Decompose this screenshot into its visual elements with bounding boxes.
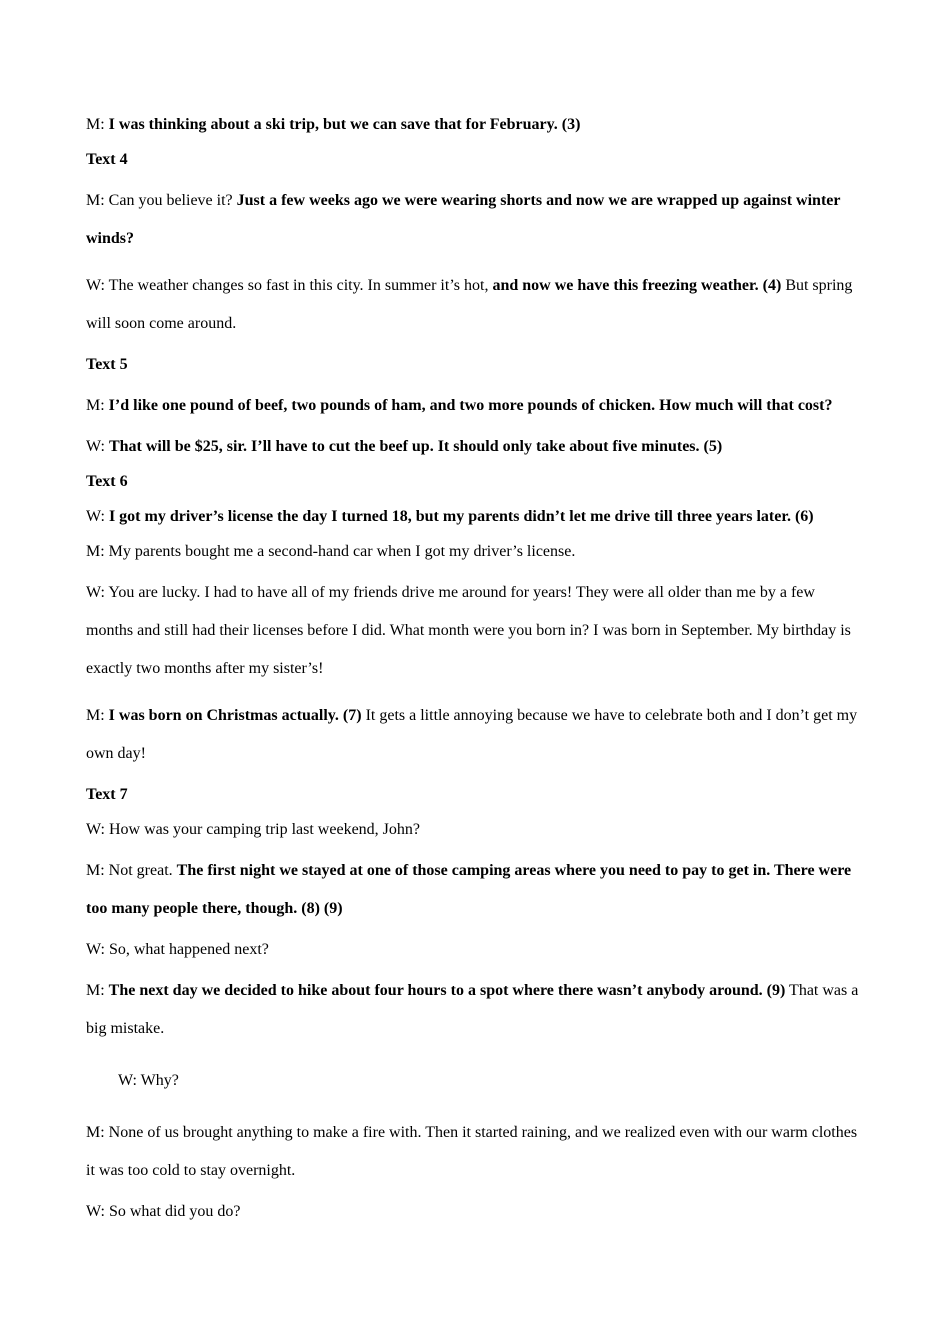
- speaker-label: W:: [86, 438, 109, 455]
- document-page: [86, 112, 862, 1234]
- paragraph-m-car: [86, 539, 862, 565]
- answer-highlight: I was born on Christmas actually. (7): [108, 707, 362, 724]
- answer-highlight: The first night we stayed at one of those camping areas where you need to pay to get in. There were too many people there, though. (8) (9): [86, 862, 852, 917]
- paragraph-m-fire: [86, 1114, 862, 1190]
- dialogue-text: None of us brought anything to make a fire with. Then it started raining, and we realized even with our warm clothes it was too cold to stay overnight.: [86, 1124, 858, 1179]
- answer-highlight: Just a few weeks ago we were wearing shorts and now we are wrapped up against winter winds?: [86, 192, 841, 247]
- speaker-label: W:: [86, 584, 109, 601]
- speaker-label: M:: [86, 707, 109, 724]
- speaker-label: W:: [86, 1203, 109, 1220]
- paragraph-w-friends: [86, 574, 862, 688]
- section-heading-text-6: Text 6: [86, 473, 128, 490]
- dialogue-text-tail: But spring will soon come around.: [86, 277, 853, 332]
- dialogue-text-tail: It gets a little annoying because we have to celebrate both and I don’t get my own day!: [86, 707, 858, 762]
- dialogue-text: My parents bought me a second-hand car when I got my driver’s license.: [108, 543, 576, 560]
- answer-highlight: I’d like one pound of beef, two pounds of ham, and two more pounds of chicken. How much will that cost?: [108, 397, 833, 414]
- speaker-label: W:: [86, 941, 109, 958]
- answer-highlight: That will be $25, sir. I’ll have to cut the beef up. It should only take about five minutes. (5): [108, 438, 723, 455]
- speaker-label: M:: [86, 543, 109, 560]
- speaker-label: W:: [118, 1072, 141, 1089]
- dialogue-text: How was your camping trip last weekend, John?: [108, 821, 420, 838]
- paragraph-w-what-next: [86, 937, 862, 963]
- answer-highlight: I was thinking about a ski trip, but we can save that for February. (3): [108, 116, 581, 133]
- paragraph-w-camping-question: [86, 817, 862, 843]
- dialogue-text: So what did you do?: [108, 1203, 241, 1220]
- section-heading-text-5: Text 5: [86, 356, 128, 373]
- dialogue-text: So, what happened next?: [108, 941, 269, 958]
- dialogue-text: Can you believe it?: [108, 192, 237, 209]
- speaker-label: M:: [86, 192, 109, 209]
- section-heading-text-7: Text 7: [86, 786, 128, 803]
- speaker-label: M:: [86, 862, 109, 879]
- paragraph-m-ski-trip: [86, 112, 862, 138]
- speaker-label: W:: [86, 821, 109, 838]
- paragraph-m-order: [86, 387, 862, 425]
- answer-highlight: The next day we decided to hike about four hours to a spot where there wasn’t anybody around. (9): [108, 982, 786, 999]
- speaker-label: W:: [86, 508, 109, 525]
- speaker-label: M:: [86, 1124, 109, 1141]
- dialogue-text: The weather changes so fast in this city. In summer it’s hot,: [108, 277, 493, 294]
- dialogue-text: Not great.: [108, 862, 177, 879]
- paragraph-w-why: [86, 1068, 862, 1094]
- paragraph-w-what-did-you-do: [86, 1199, 862, 1225]
- paragraph-w-weather: [86, 267, 862, 343]
- speaker-label: W:: [86, 277, 109, 294]
- dialogue-text-tail: That was a big mistake.: [86, 982, 859, 1037]
- speaker-label: M:: [86, 116, 109, 133]
- paragraph-m-weather: [86, 182, 862, 258]
- paragraph-m-first-night: [86, 852, 862, 928]
- speaker-label: M:: [86, 397, 109, 414]
- answer-highlight: I got my driver’s license the day I turned 18, but my parents didn’t let me drive till three years later. (6): [108, 508, 814, 525]
- answer-highlight: and now we have this freezing weather. (4): [492, 277, 782, 294]
- paragraph-m-christmas: [86, 697, 862, 773]
- speaker-label: M:: [86, 982, 109, 999]
- paragraph-w-price: [86, 434, 862, 460]
- section-heading-text-4: Text 4: [86, 151, 128, 168]
- dialogue-text: Why?: [140, 1072, 179, 1089]
- paragraph-m-hike: [86, 972, 862, 1048]
- paragraph-w-license: [86, 504, 862, 530]
- dialogue-text: You are lucky. I had to have all of my friends drive me around for years! They were all older than me by a few months and still had their licenses before I did. What month were you born in? I was born in September. My birthday is exactly two months after my sister’s!: [86, 584, 851, 677]
